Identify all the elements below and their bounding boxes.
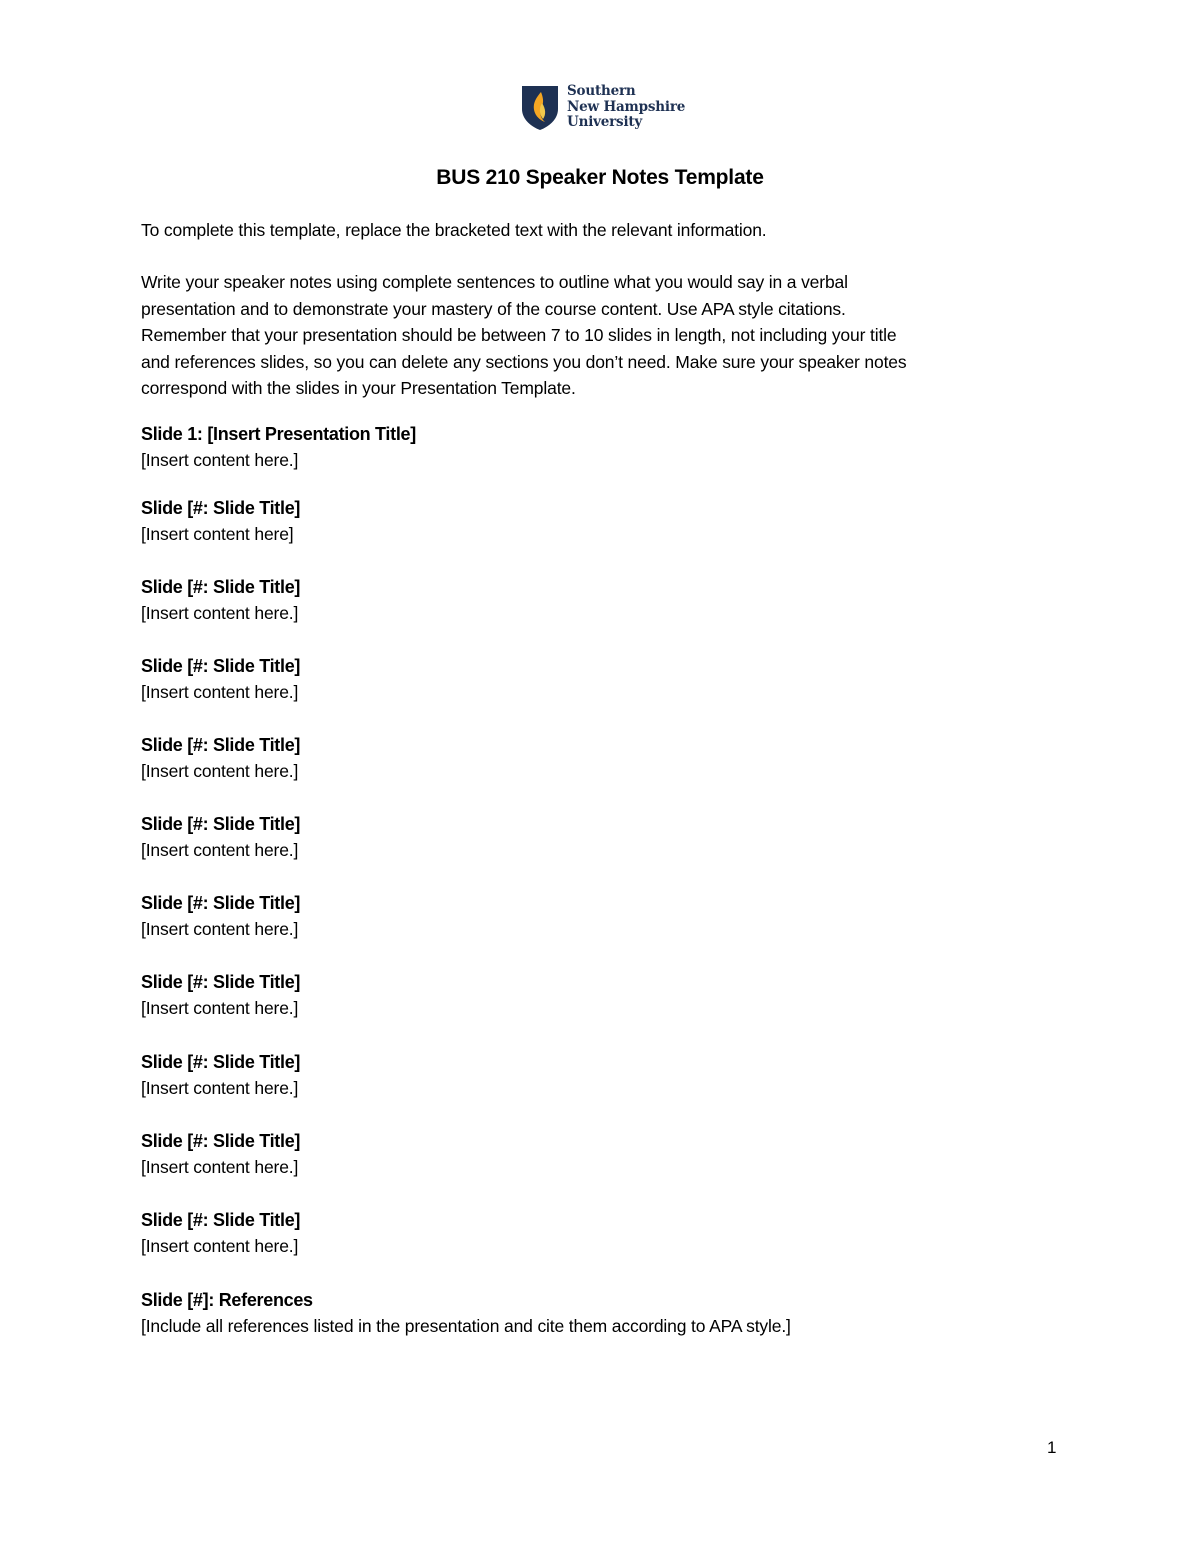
- logo-line-2: New Hampshire: [567, 98, 686, 115]
- slide-content: [Insert content here.]: [141, 919, 299, 939]
- document-title: BUS 210 Speaker Notes Template: [436, 166, 764, 189]
- slide-section-4: [141, 653, 1041, 705]
- instructions-line: Remember that your presentation should be between 7 to 10 slides in length, not including your title: [141, 325, 897, 345]
- logo-wordmark: [567, 84, 685, 131]
- slide-section-10: [141, 1128, 1041, 1180]
- slide-heading: Slide [#: Slide Title]: [141, 656, 301, 676]
- slide-section-8: [141, 969, 1041, 1021]
- slide-content: [Insert content here.]: [141, 998, 299, 1018]
- slide-heading: Slide [#: Slide Title]: [141, 814, 301, 834]
- slide-section-3: [141, 574, 1041, 626]
- intro-paragraph: To complete this template, replace the bracketed text with the relevant information.: [141, 220, 767, 240]
- slide-heading: Slide 1: [Insert Presentation Title]: [141, 424, 416, 444]
- slide-section-2: [141, 495, 1041, 547]
- slide-section-6: [141, 811, 1041, 863]
- slide-section-11: [141, 1207, 1041, 1259]
- logo-line-1: Southern: [567, 83, 636, 99]
- slide-section-7: [141, 890, 1041, 942]
- slide-content: [Insert content here.]: [141, 450, 299, 470]
- instructions-line: and references slides, so you can delete any sections you don’t need. Make sure your speaker notes: [141, 351, 907, 372]
- shield-flame-icon: [521, 85, 559, 131]
- slide-heading: Slide [#: Slide Title]: [141, 498, 301, 518]
- slide-section-5: [141, 732, 1041, 784]
- slide-content: [Insert content here.]: [141, 840, 299, 860]
- slide-heading: Slide [#: Slide Title]: [141, 1210, 301, 1230]
- slide-content: [Insert content here.]: [141, 603, 299, 623]
- slide-section-9: [141, 1049, 1041, 1101]
- slide-section-references: [141, 1287, 1041, 1339]
- slide-heading: Slide [#: Slide Title]: [141, 893, 301, 913]
- slide-content: [Include all references listed in the presentation and cite them according to APA style.]: [141, 1316, 791, 1336]
- slide-heading: Slide [#: Slide Title]: [141, 1131, 301, 1151]
- slide-heading: Slide [#]: References: [141, 1290, 313, 1310]
- slide-content: [Insert content here.]: [141, 1157, 299, 1177]
- page-number: 1: [1047, 1438, 1057, 1457]
- slide-content: [Insert content here.]: [141, 682, 299, 702]
- slide-heading: Slide [#: Slide Title]: [141, 735, 301, 755]
- instructions-line: Write your speaker notes using complete sentences to outline what you would say in a verbal: [141, 272, 848, 292]
- university-logo: [521, 83, 691, 133]
- slide-content: [Insert content here.]: [141, 1236, 299, 1256]
- slide-content: [Insert content here.]: [141, 1078, 299, 1098]
- slide-heading: Slide [#: Slide Title]: [141, 972, 301, 992]
- slide-content: [Insert content here]: [141, 524, 294, 544]
- slide-heading: Slide [#: Slide Title]: [141, 577, 301, 597]
- instructions-paragraph: [141, 269, 1041, 402]
- logo-line-3: University: [567, 114, 643, 130]
- slide-section-1: [141, 421, 1041, 473]
- slide-heading: Slide [#: Slide Title]: [141, 1052, 301, 1072]
- instructions-line: presentation and to demonstrate your mastery of the course content. Use APA style citations.: [141, 298, 846, 319]
- slide-content: [Insert content here.]: [141, 761, 299, 781]
- instructions-line: correspond with the slides in your Presentation Template.: [141, 378, 576, 398]
